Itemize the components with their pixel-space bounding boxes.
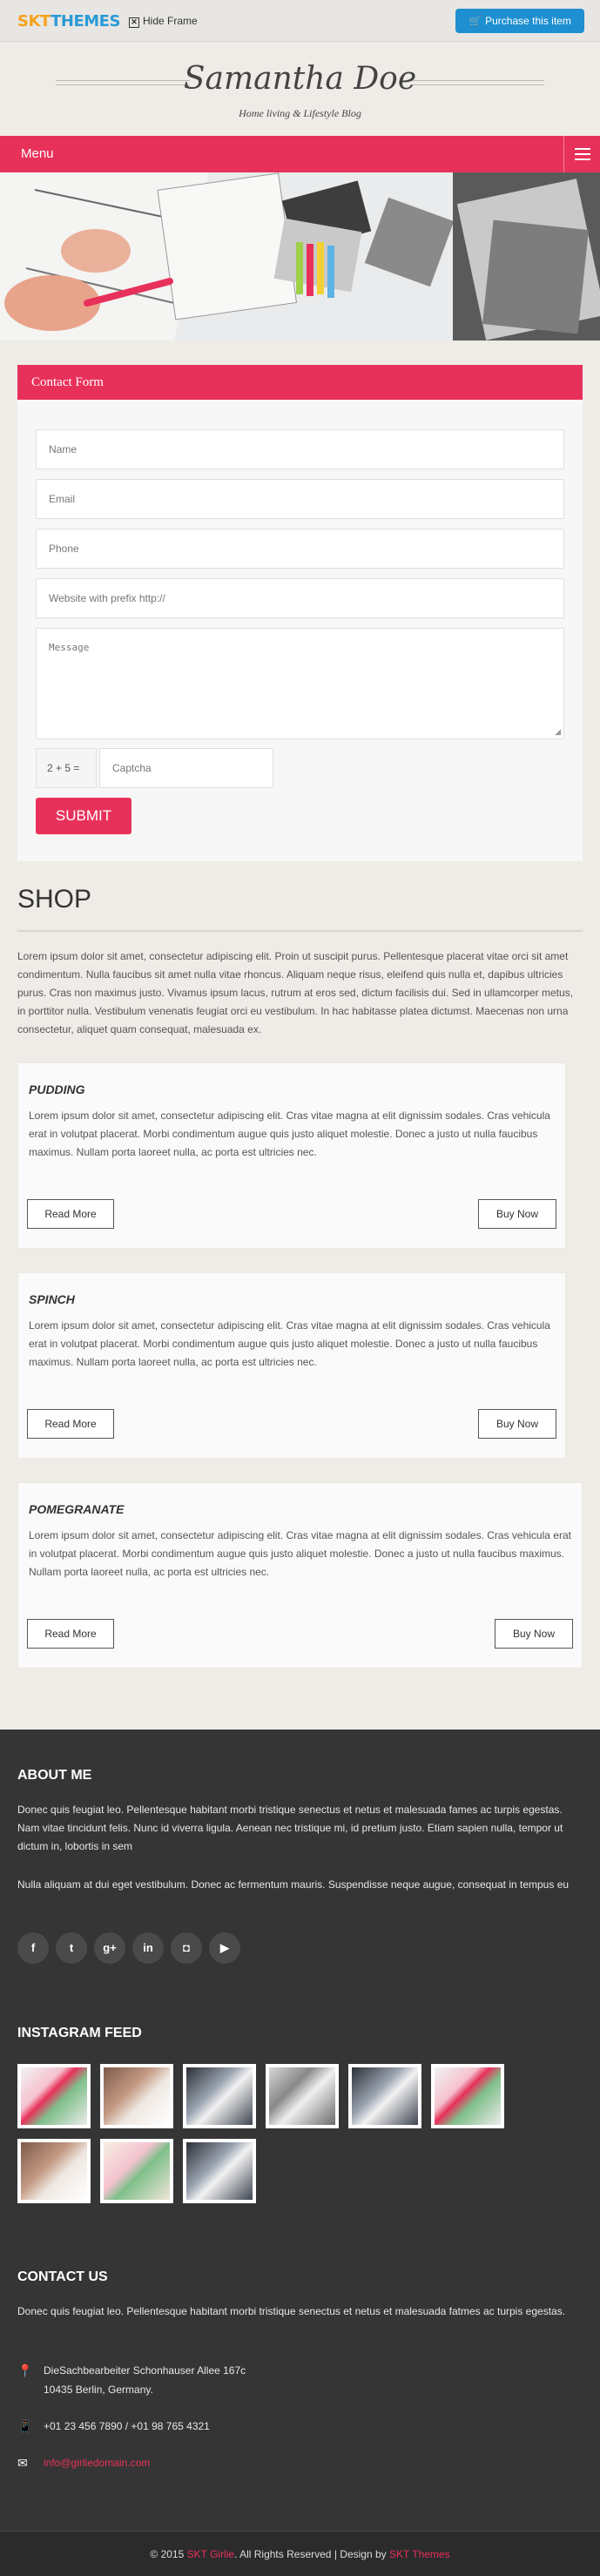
top-bar	[0, 0, 600, 42]
submit-button[interactable]: SUBMIT	[36, 798, 131, 834]
phone-placeholder: Phone	[49, 543, 79, 555]
menu-bar	[0, 136, 600, 172]
map-pin-icon: 📍	[17, 2364, 33, 2377]
contact-text: Donec quis feugiat leo. Pellentesque habitant morbi tristique senectus et netus et malesuada fatmes ac turpis egestas.	[17, 2305, 566, 2317]
product-description: Lorem ipsum dolor sit amet, consectetur adipiscing elit. Cras vitae magna at elit dignissim sodales. Cras vehicula erat in volutpat placerat. Morbi condimentum augue quis justo aliquet molestie. Donec a justo ut nulla faucibus maximus. Nullam porta laoreet nulla, ac porta est ultricies nec.	[29, 1319, 550, 1368]
shop-intro: Lorem ipsum dolor sit amet, consectetur adipiscing elit. Proin ut suscipit purus. Pellentesque placerat vitae orci sit amet condimentum. Nulla faucibus sit amet nulla vitae rhoncus. Aliquam neque risus, eleifend quis nulla et, dapibus ultricies purus. Cras non maximus justo. Vivamus ipsum lacus, rutrum at eros sed, dictum facilisis dui. Sed in ullamcorper metus, in porttitor nulla. Vestibulum venenatis feugiat orci eu vestibulum. In hac habitasse platea dictumst. Maecenas non urna consectetur, aliquet quam consequat, malesuada ex.	[17, 950, 574, 1035]
buy-now-button[interactable]: Buy Now	[478, 1199, 556, 1229]
phone-input[interactable]	[36, 529, 564, 569]
website-input[interactable]	[36, 578, 564, 618]
hero-image	[0, 172, 600, 341]
website-placeholder: Website with prefix http://	[49, 592, 165, 604]
purchase-button[interactable]	[455, 9, 584, 33]
hamburger-icon[interactable]	[563, 136, 600, 172]
brand-link[interactable]: SKT Girlie	[186, 2548, 235, 2560]
email-placeholder: Email	[49, 493, 76, 505]
buy-now-button[interactable]: Buy Now	[495, 1619, 573, 1649]
instagram-thumb[interactable]	[266, 2064, 339, 2128]
google-plus-icon[interactable]: g+	[94, 1932, 125, 1964]
about-text: Donec quis feugiat leo. Pellentesque habitant morbi tristique senectus et netus et malesuada fames ac turpis egestas. Nam vitae tincidunt felis. Nunc id viverra ligula. Aenean nec tristique mi, id pretium justo. Etiam sapien nulla, tempor ut dictum in, lobortis in sem	[17, 1804, 563, 1852]
instagram-thumb[interactable]	[17, 2064, 91, 2128]
phone-icon: 📱	[17, 2419, 33, 2433]
product-description: Lorem ipsum dolor sit amet, consectetur adipiscing elit. Cras vitae magna at elit dignissim sodales. Cras vehicula erat in volutpat placerat. Morbi condimentum augue quis justo aliquet molestie. Donec a justo ut nulla faucibus maximus. Nullam porta laoreet nulla, ac porta est ultricies nec.	[29, 1529, 571, 1578]
linkedin-icon[interactable]: in	[132, 1932, 164, 1964]
contact-title: CONTACT US	[17, 2269, 108, 2284]
purchase-label: Purchase this item	[485, 15, 571, 27]
facebook-icon[interactable]: f	[17, 1932, 49, 1964]
resize-handle-icon[interactable]: ◢	[555, 727, 561, 736]
about-title: ABOUT ME	[17, 1768, 92, 1783]
site-header	[0, 42, 600, 136]
skt-themes-logo[interactable]	[17, 12, 120, 30]
logo-part-themes: THEMES	[51, 12, 120, 30]
read-more-button[interactable]: Read More	[27, 1409, 114, 1439]
address-line-1: DieSachbearbeiter Schonhauser Allee 167c	[44, 2364, 246, 2377]
close-icon: ✕	[129, 17, 139, 28]
message-textarea[interactable]	[36, 628, 564, 739]
shop-divider	[17, 930, 583, 932]
designer-link[interactable]: SKT Themes	[389, 2548, 450, 2560]
buy-now-button[interactable]: Buy Now	[478, 1409, 556, 1439]
contact-form-title: Contact Form	[17, 365, 583, 400]
product-name: POMEGRANATE	[29, 1502, 125, 1516]
instagram-thumb[interactable]	[17, 2139, 91, 2203]
read-more-button[interactable]: Read More	[27, 1199, 114, 1229]
name-input[interactable]	[36, 429, 564, 469]
instagram-thumb[interactable]	[100, 2139, 173, 2203]
address-line-2: 10435 Berlin, Germany.	[44, 2384, 153, 2396]
footer	[0, 1730, 600, 2531]
product-card	[17, 1482, 583, 1669]
youtube-icon[interactable]: ▶	[209, 1932, 240, 1964]
instagram-thumb[interactable]	[100, 2064, 173, 2128]
email-input[interactable]	[36, 479, 564, 519]
email-icon: ✉	[17, 2456, 28, 2470]
captcha-question: 2 + 5 =	[36, 748, 97, 788]
divider: |	[334, 2548, 337, 2560]
contact-form	[17, 365, 583, 861]
hero-illustration	[0, 172, 600, 341]
hide-frame-button[interactable]	[129, 15, 198, 28]
rights-text: . All Rights Reserved	[234, 2548, 332, 2560]
captcha-input[interactable]	[99, 748, 273, 788]
read-more-button[interactable]: Read More	[27, 1619, 114, 1649]
cart-icon: 🛒	[469, 15, 482, 27]
product-name: SPINCH	[29, 1292, 75, 1306]
instagram-thumb[interactable]	[348, 2064, 421, 2128]
instagram-thumb[interactable]	[431, 2064, 504, 2128]
site-title[interactable]: Samantha Doe	[183, 61, 417, 97]
phone-numbers: +01 23 456 7890 / +01 98 765 4321	[44, 2420, 210, 2432]
product-card	[17, 1062, 566, 1249]
captcha-placeholder: Captcha	[112, 762, 152, 774]
shop-title: SHOP	[17, 885, 92, 914]
logo-part-skt: SKT	[17, 12, 51, 30]
instagram-thumb[interactable]	[183, 2064, 256, 2128]
about-text-2: Nulla aliquam at dui eget vestibulum. Donec ac fermentum mauris. Suspendisse neque augue, consequat in tempus eu	[17, 1878, 570, 1891]
email-link[interactable]: info@girliedomain.com	[44, 2457, 151, 2469]
product-description: Lorem ipsum dolor sit amet, consectetur adipiscing elit. Cras vitae magna at elit dignissim sodales. Cras vehicula erat in volutpat placerat. Morbi condimentum augue quis justo aliquet molestie. Donec a justo ut nulla faucibus maximus. Nullam porta laoreet nulla, ac porta est ultricies nec.	[29, 1109, 550, 1158]
twitter-icon[interactable]: t	[56, 1932, 87, 1964]
design-by-text: Design by	[340, 2548, 387, 2560]
message-placeholder: Message	[49, 642, 90, 653]
hide-frame-label: Hide Frame	[143, 15, 198, 27]
copyright-year: © 2015	[150, 2548, 185, 2560]
instagram-icon[interactable]: ◘	[171, 1932, 202, 1964]
site-tagline: Home living & Lifestyle Blog	[239, 107, 361, 119]
product-card	[17, 1272, 566, 1459]
menu-label[interactable]: Menu	[21, 146, 54, 161]
instagram-title: INSTAGRAM FEED	[17, 2026, 142, 2040]
instagram-thumb[interactable]	[183, 2139, 256, 2203]
copyright-bar	[0, 2531, 600, 2576]
name-placeholder: Name	[49, 443, 78, 455]
product-name: PUDDING	[29, 1082, 85, 1096]
